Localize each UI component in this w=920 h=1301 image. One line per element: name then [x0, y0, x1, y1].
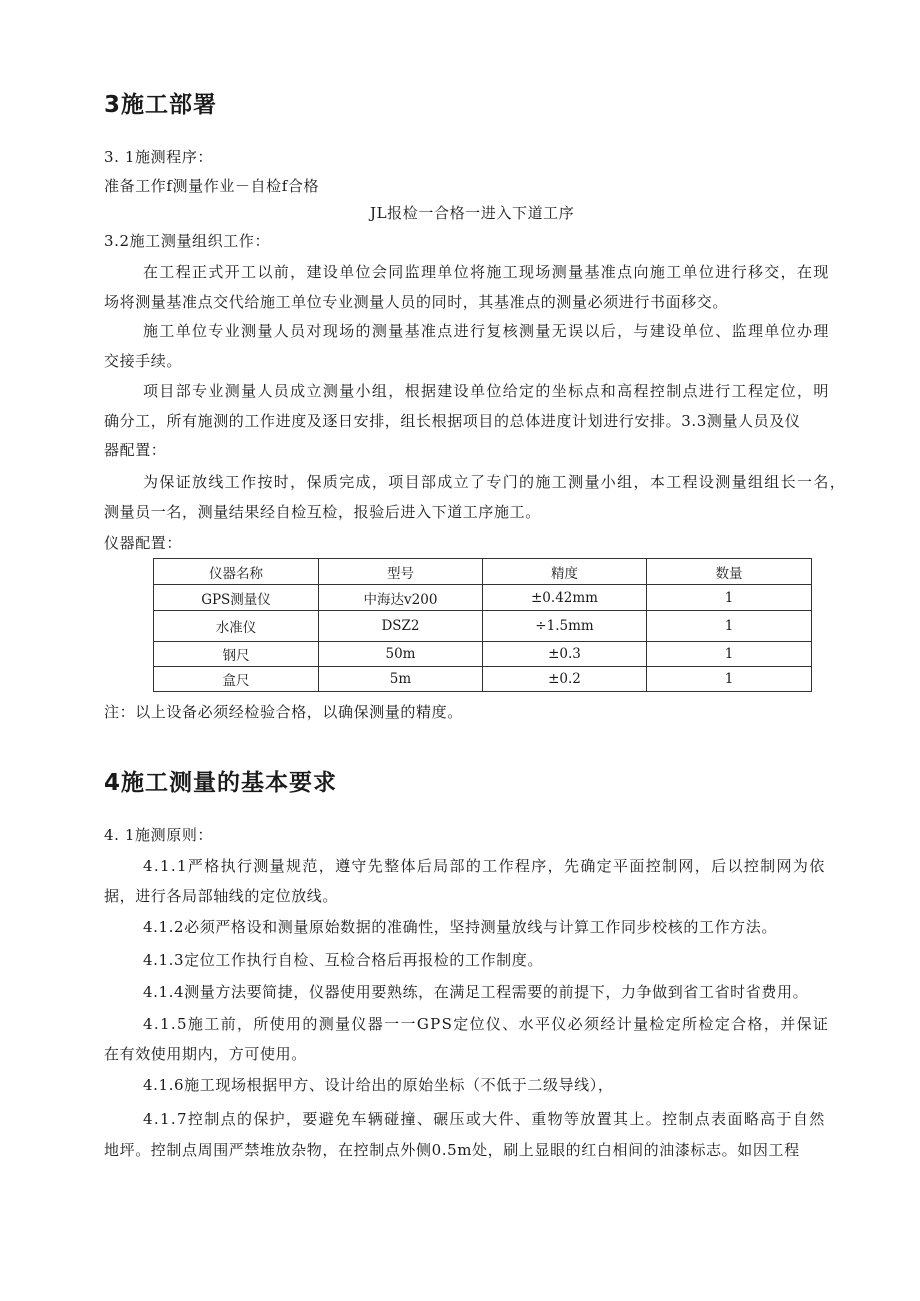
paragraph-3-line-1: 项目部专业测量人员成立测量小组，根据建设单位给定的坐标点和高程控制点进行工程定位，明 [143, 382, 830, 400]
table-cell: 水准仪 [154, 611, 319, 642]
table-row [154, 611, 812, 642]
flow-line-2: JL报检一合格一进入下道工序 [370, 204, 575, 222]
table-cell: 1 [647, 585, 812, 611]
paragraph-1-line-2: 场将测量基准点交代给施工单位专业测量人员的同时，其基准点的测量必须进行书面移交。 [104, 293, 729, 311]
instrument-table [153, 558, 812, 692]
section-4-heading: 4施工测量的基本要求 [104, 770, 338, 796]
table-cell: 钢尺 [154, 642, 319, 667]
paragraph-4-line-2: 测量员一名，测量结果经自检互检，报验后进入下道工序施工。 [104, 503, 541, 521]
item-4-1-7-line-2: 地坪。控制点周围严禁堆放杂物，在控制点外侧0.5m处，刷上显眼的红白相间的油漆标志。如因工程 [104, 1141, 800, 1159]
table-cell: 1 [647, 611, 812, 642]
paragraph-3-line-2: 确分工，所有施测的工作进度及逐日安排，组长根据项目的总体进度计划进行安排。3.3测量人员及仪 [104, 412, 801, 430]
table-header-row [154, 559, 812, 585]
paragraph-2-line-1: 施工单位专业测量人员对现场的测量基准点进行复核测量无误以后，与建设单位、监理单位办理 [143, 322, 830, 340]
flow-line-1: 准备工作f测量作业－自检f合格 [104, 177, 320, 195]
table-row [154, 642, 812, 667]
table-cell: 盒尺 [154, 667, 319, 692]
table-header-cell: 数量 [647, 559, 812, 585]
item-4-1-6: 4.1.6施工现场根据甲方、设计给出的原始坐标（不低于二级导线）， [143, 1076, 614, 1094]
table-cell: 5m [319, 667, 483, 692]
item-4-1-5-line-2: 在有效使用期内，方可使用。 [104, 1045, 307, 1063]
table-cell: ÷1.5mm [483, 611, 647, 642]
table-cell: 50m [319, 642, 483, 667]
item-4-1-7-line-1: 4.1.7控制点的保护，要避免车辆碰撞、碾压或大件、重物等放置其上。控制点表面略高于自然 [143, 1110, 826, 1128]
paragraph-1-line-1: 在工程正式开工以前，建设单位会同监理单位将施工现场测量基准点向施工单位进行移交，在现 [143, 263, 830, 281]
table-header-cell: 仪器名称 [154, 559, 319, 585]
item-4-1-1-line-2: 据，进行各局部轴线的定位放线。 [104, 887, 339, 905]
table-header-cell: 精度 [483, 559, 647, 585]
item-4-1-2: 4.1.2必须严格设和测量原始数据的准确性，坚持测量放线与计算工作同步校核的工作方法。 [143, 918, 777, 936]
paragraph-3-line-3: 器配置： [104, 441, 167, 459]
item-4-1-3: 4.1.3定位工作执行自检、互检合格后再报检的工作制度。 [143, 951, 543, 969]
section-3-1-title: 3. 1施测程序： [104, 148, 214, 166]
table-cell: ±0.3 [483, 642, 647, 667]
table-cell: ±0.2 [483, 667, 647, 692]
item-4-1-5-line-1: 4.1.5施工前，所使用的测量仪器一一GPS定位仪、水平仪必须经计量检定所检定合格，并保证 [143, 1015, 830, 1033]
table-cell: 1 [647, 667, 812, 692]
section-3-heading: 3施工部署 [104, 92, 218, 118]
item-4-1-1-line-1: 4.1.1严格执行测量规范，遵守先整体后局部的工作程序，先确定平面控制网，后以控制网为依 [143, 857, 826, 875]
table-caption: 仪器配置： [104, 534, 183, 552]
table-row [154, 667, 812, 692]
section-3-2-title: 3.2施工测量组织工作： [104, 232, 271, 250]
table-cell: GPS测量仪 [154, 585, 319, 611]
section-4-1-title: 4. 1施测原则： [104, 826, 214, 844]
table-cell: DSZ2 [319, 611, 483, 642]
table-cell: 1 [647, 642, 812, 667]
paragraph-2-line-2: 交接手续。 [104, 352, 183, 370]
table-note: 注：以上设备必须经检验合格，以确保测量的精度。 [104, 703, 463, 721]
item-4-1-4: 4.1.4测量方法要简捷，仪器使用要熟练，在满足工程需要的前提下，力争做到省工省时省费用。 [143, 983, 809, 1001]
paragraph-4-line-1: 为保证放线工作按时，保质完成，项目部成立了专门的施工测量小组，本工程设测量组组长一名， [143, 473, 847, 491]
table-cell: 中海达v200 [319, 585, 483, 611]
table-header-cell: 型号 [319, 559, 483, 585]
table-row [154, 585, 812, 611]
table-cell: ±0.42mm [483, 585, 647, 611]
